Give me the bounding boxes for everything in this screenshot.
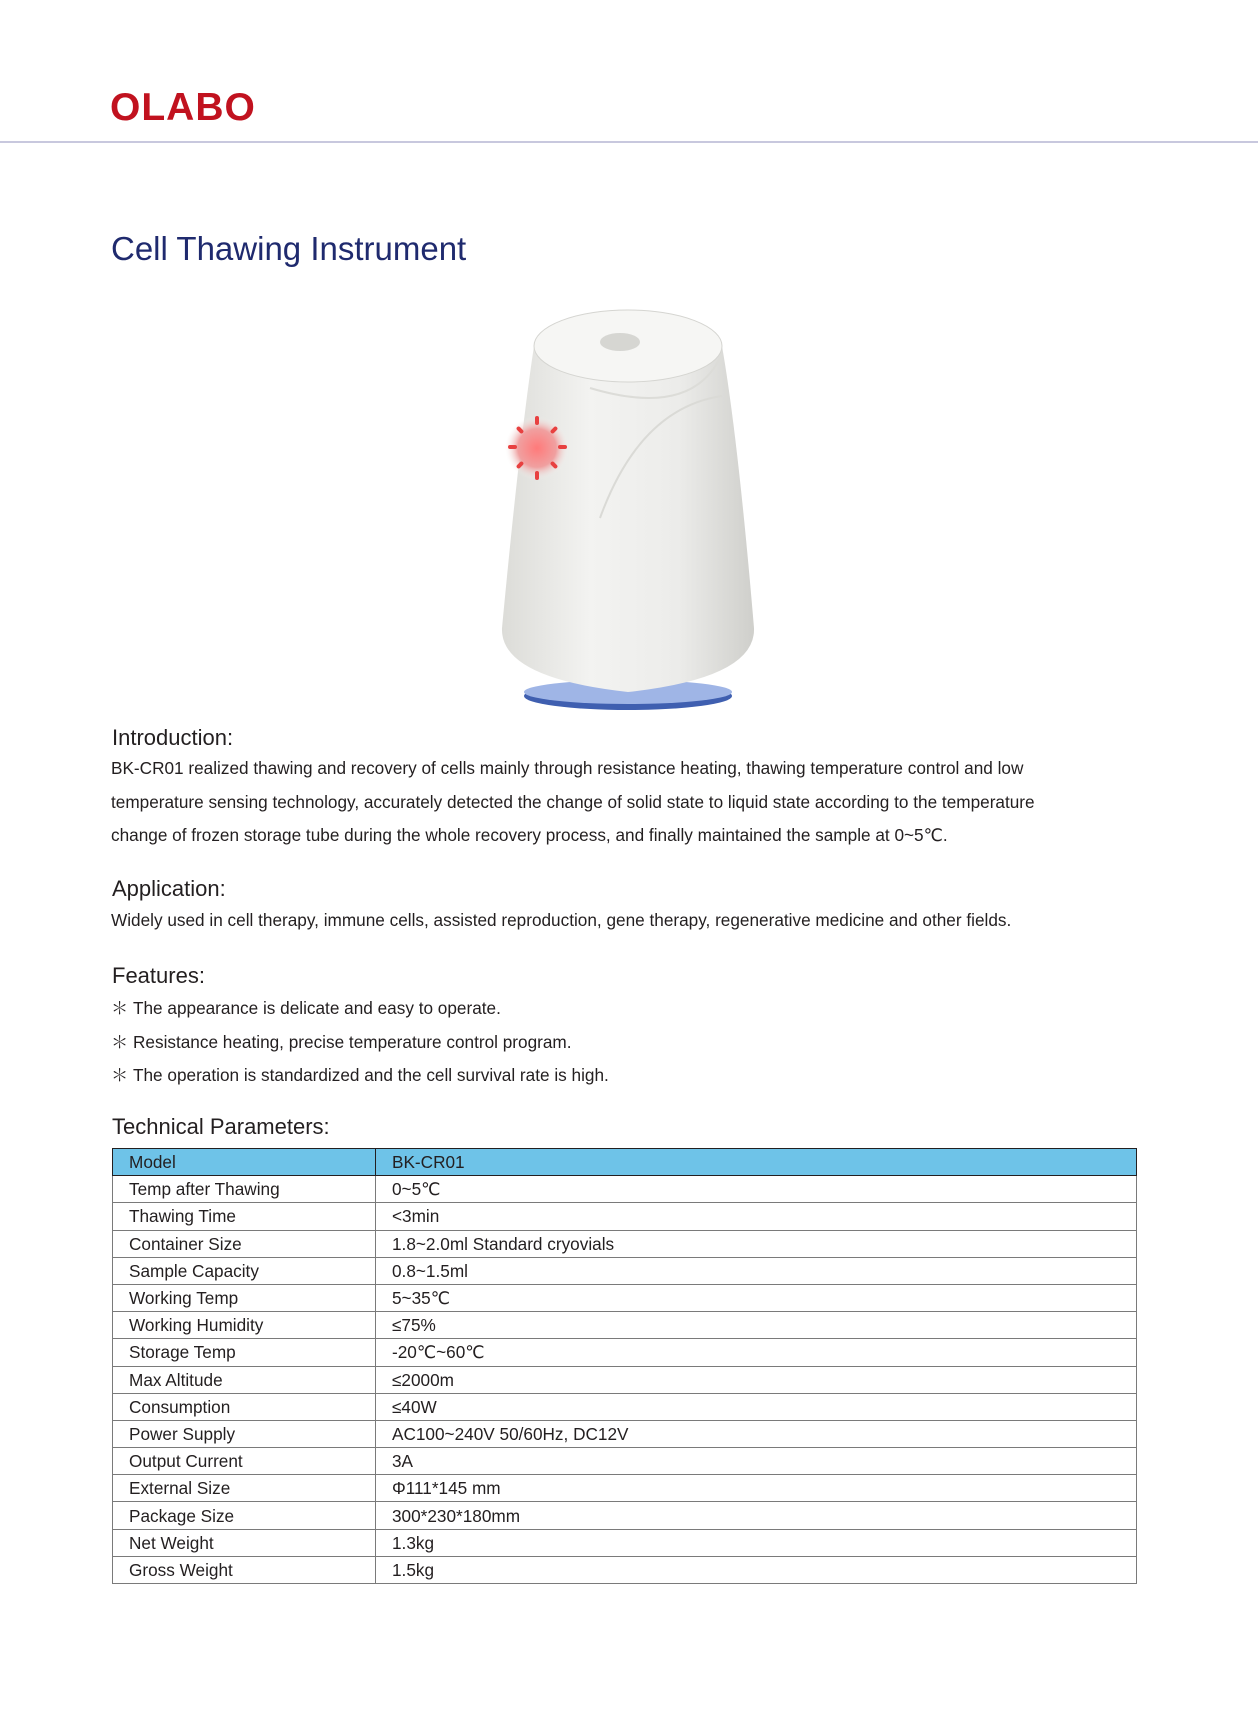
- parameter-value-cell: 300*230*180mm: [376, 1502, 1137, 1529]
- table-row: [113, 1475, 1137, 1502]
- parameter-value-cell: ≤75%: [376, 1312, 1137, 1339]
- table-header-cell: Model: [113, 1149, 376, 1176]
- introduction-line: change of frozen storage tube during the whole recovery process, and finally maintained the sample at 0~5℃.: [111, 825, 948, 845]
- parameter-name-cell: Power Supply: [113, 1420, 376, 1447]
- table-row: [113, 1502, 1137, 1529]
- feature-item: [111, 996, 609, 1030]
- parameter-name-cell: Storage Temp: [113, 1339, 376, 1366]
- technical-parameters-table: [112, 1148, 1137, 1584]
- feature-text: The operation is standardized and the cell survival rate is high.: [133, 1065, 609, 1085]
- parameter-value-cell: 1.5kg: [376, 1556, 1137, 1583]
- table-row: [113, 1230, 1137, 1257]
- parameter-name-cell: Temp after Thawing: [113, 1176, 376, 1203]
- parameter-value-cell: 1.3kg: [376, 1529, 1137, 1556]
- parameter-value-cell: ≤2000m: [376, 1366, 1137, 1393]
- parameter-name-cell: Gross Weight: [113, 1556, 376, 1583]
- parameter-name-cell: Max Altitude: [113, 1366, 376, 1393]
- parameter-value-cell: 0~5℃: [376, 1176, 1137, 1203]
- table-row: [113, 1529, 1137, 1556]
- parameter-value-cell: -20℃~60℃: [376, 1339, 1137, 1366]
- parameter-value-cell: 1.8~2.0ml Standard cryovials: [376, 1230, 1137, 1257]
- table-row: [113, 1203, 1137, 1230]
- parameter-value-cell: Φ111*145 mm: [376, 1475, 1137, 1502]
- parameter-value-cell: 5~35℃: [376, 1284, 1137, 1311]
- feature-item: [111, 1030, 609, 1064]
- feature-text: The appearance is delicate and easy to operate.: [133, 998, 501, 1018]
- parameter-name-cell: Container Size: [113, 1230, 376, 1257]
- asterisk-icon: ＊: [111, 998, 129, 1018]
- table-row: [113, 1420, 1137, 1447]
- parameter-value-cell: 3A: [376, 1448, 1137, 1475]
- table-row: [113, 1448, 1137, 1475]
- parameter-name-cell: Consumption: [113, 1393, 376, 1420]
- table-header-row: [113, 1149, 1137, 1176]
- table-row: [113, 1366, 1137, 1393]
- table-row: [113, 1284, 1137, 1311]
- table-header-cell: BK-CR01: [376, 1149, 1137, 1176]
- parameter-name-cell: Working Temp: [113, 1284, 376, 1311]
- table-row: [113, 1257, 1137, 1284]
- asterisk-icon: ＊: [111, 1031, 129, 1052]
- feature-text: Resistance heating, precise temperature control program.: [133, 1031, 572, 1052]
- table-row: [113, 1312, 1137, 1339]
- parameter-name-cell: Working Humidity: [113, 1312, 376, 1339]
- parameter-name-cell: External Size: [113, 1475, 376, 1502]
- parameter-value-cell: AC100~240V 50/60Hz, DC12V: [376, 1420, 1137, 1447]
- page-title: Cell Thawing Instrument: [111, 230, 467, 267]
- table-row: [113, 1393, 1137, 1420]
- features-list: [111, 996, 609, 1097]
- table-row: [113, 1556, 1137, 1583]
- parameter-name-cell: Package Size: [113, 1502, 376, 1529]
- product-image: [490, 298, 770, 718]
- parameter-name-cell: Output Current: [113, 1448, 376, 1475]
- features-heading: Features:: [112, 963, 205, 988]
- header-divider: [0, 141, 1258, 143]
- feature-item: [111, 1063, 609, 1097]
- technical-heading: Technical Parameters:: [112, 1114, 330, 1139]
- asterisk-icon: ＊: [111, 1065, 129, 1085]
- application-heading: Application:: [112, 876, 226, 901]
- introduction-line: BK-CR01 realized thawing and recovery of cells mainly through resistance heating, thawing temperature control and low: [111, 758, 1024, 778]
- parameter-value-cell: <3min: [376, 1203, 1137, 1230]
- brand-logo: OLABO: [110, 86, 256, 129]
- table-row: [113, 1339, 1137, 1366]
- introduction-heading: Introduction:: [112, 725, 234, 750]
- introduction-line: temperature sensing technology, accurately detected the change of solid state to liquid state according to the temperature: [111, 791, 1035, 812]
- parameter-name-cell: Sample Capacity: [113, 1257, 376, 1284]
- parameter-value-cell: ≤40W: [376, 1393, 1137, 1420]
- parameter-name-cell: Thawing Time: [113, 1203, 376, 1230]
- parameter-value-cell: 0.8~1.5ml: [376, 1257, 1137, 1284]
- introduction-text: [111, 752, 1151, 853]
- table-row: [113, 1176, 1137, 1203]
- parameter-name-cell: Net Weight: [113, 1529, 376, 1556]
- application-text: Widely used in cell therapy, immune cells, assisted reproduction, gene therapy, regenerative medicine and other fields.: [111, 910, 1012, 930]
